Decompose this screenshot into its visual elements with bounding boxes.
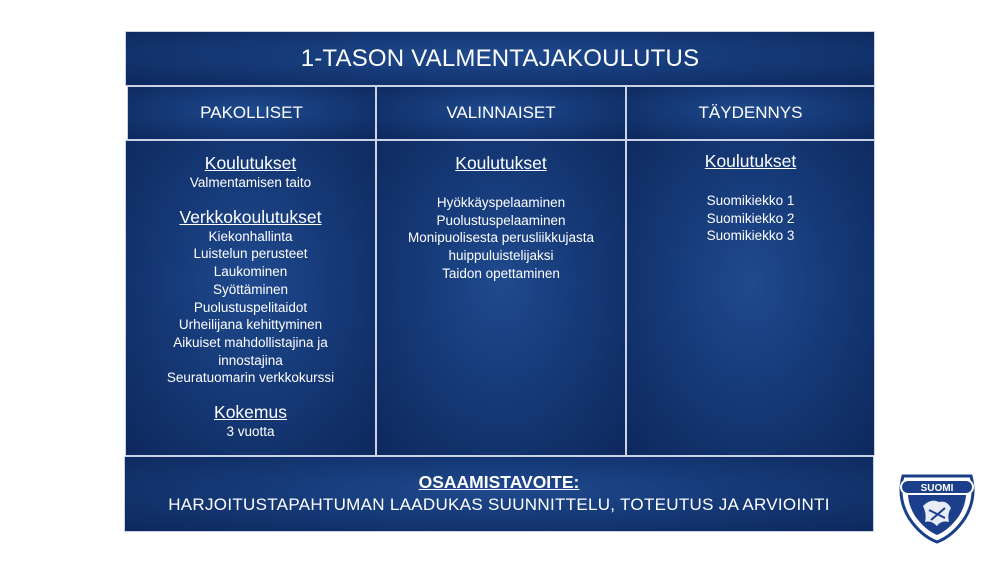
list-item: Hyökkäyspelaaminen <box>436 195 566 210</box>
column-header-pakolliset <box>127 86 376 140</box>
list-item: Syöttäminen <box>212 281 289 297</box>
goal-text: HARJOITUSTAPAHTUMAN LAADUKAS SUUNNITTELU, TOTEUTUS JA ARVIOINTI <box>168 495 830 514</box>
list-item: Aikuiset mahdollistajina ja <box>173 334 328 350</box>
column-taydennys <box>626 140 875 456</box>
column-header-text: PAKOLLISET <box>200 103 303 122</box>
section-heading-kokemus: Kokemus <box>214 402 287 423</box>
goal-banner <box>124 456 874 532</box>
list-item: Laukominen <box>213 264 288 280</box>
suomi-lion-logo-icon <box>893 470 981 546</box>
list-item: Urheilijana kehittyminen <box>178 317 323 333</box>
list-item: Suomikiekko 2 <box>706 210 795 226</box>
column-header-text: VALINNAISET <box>446 103 556 122</box>
logo-text: SUOMI <box>920 483 954 494</box>
list-item: Suomikiekko 1 <box>706 193 795 208</box>
column-header-valinnaiset <box>376 86 626 140</box>
column-valinnaiset <box>376 140 626 456</box>
column-pakolliset <box>125 140 376 456</box>
list-item: huippuluistelijaksi <box>448 248 554 264</box>
list-item: Seuratuomarin verkkokurssi <box>166 370 335 386</box>
list-item: Kiekonhallinta <box>208 228 293 244</box>
list-item: Taidon opettaminen <box>442 265 560 281</box>
section-heading-koulutukset: Koulutukset <box>704 151 797 171</box>
list-item: Suomikiekko 3 <box>706 228 795 244</box>
goal-heading: OSAAMISTAVOITE: <box>418 472 580 492</box>
page-title-text: 1-TASON VALMENTAJAKOULUTUS <box>300 44 700 72</box>
list-item: 3 vuotta <box>226 424 275 440</box>
page-title <box>125 31 875 86</box>
section-heading-koulutukset: Koulutukset <box>455 153 547 173</box>
list-item: innostajina <box>218 352 283 368</box>
list-item: Puolustuspelitaidot <box>193 299 308 315</box>
list-item: Valmentamisen taito <box>189 175 312 190</box>
list-item: Luistelun perusteet <box>193 246 308 262</box>
list-item: Puolustuspelaaminen <box>436 212 566 228</box>
section-heading-verkkokoulutukset: Verkkokoulutukset <box>179 206 322 227</box>
column-header-taydennys <box>626 86 875 140</box>
section-heading-koulutukset: Koulutukset <box>204 153 297 173</box>
column-header-text: TÄYDENNYS <box>698 103 803 122</box>
list-item: Monipuolisesta perusliikkujasta <box>407 230 595 246</box>
